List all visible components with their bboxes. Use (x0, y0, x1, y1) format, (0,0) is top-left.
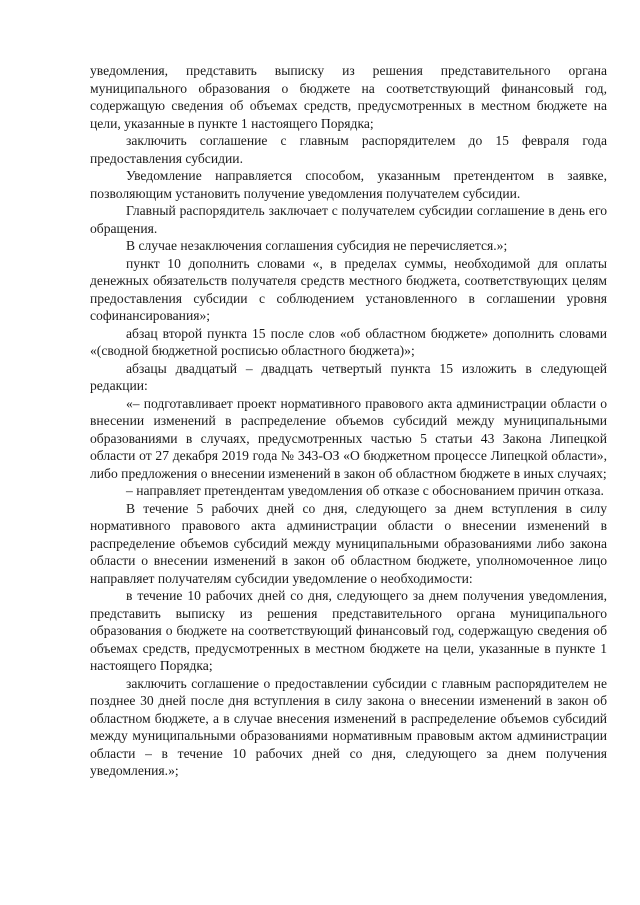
paragraph-2: заключить соглашение с главным распорядителем до 15 февраля года предоставления субсидии. (90, 133, 607, 166)
paragraph-3: Уведомление направляется способом, указанным претендентом в заявке, позволяющим установить получение уведомления получателем субсидии. (90, 168, 607, 201)
paragraph-4: Главный распорядитель заключает с получателем субсидии соглашение в день его обращения. (90, 203, 607, 236)
paragraph-6: пункт 10 дополнить словами «, в пределах суммы, необходимой для оплаты денежных обязательств получателя средств местного бюджета, соответствующих целям предоставления субсидии с соблюдением установленного в соглашении уровня софинансирования»; (90, 255, 607, 323)
paragraph-12: в течение 10 рабочих дней со дня, следующего за днем получения уведомления, представить выписку из решения представительного органа муниципального образования о бюджете на соответствующий финансовый год, содержащую сведения об объемах средств, предусмотренных в местном бюджете на цели, указанные в пункте 1 настоящего Порядка; (90, 588, 607, 673)
paragraph-5: В случае незаключения соглашения субсидия не перечисляется.»; (126, 238, 508, 253)
paragraph-11: В течение 5 рабочих дней со дня, следующего за днем вступления в силу нормативного правового акта администрации области о внесении изменений в распределение объемов субсидий между муниципальными образованиями либо закона области о внесении изменений в закон об областном бюджете, уполномоченное лицо направляет получателям субсидии уведомление о необходимости: (90, 500, 607, 586)
document-page (90, 62, 607, 780)
paragraph-8: абзацы двадцатый – двадцать четвертый пункта 15 изложить в следующей редакции: (90, 360, 607, 393)
paragraph-13: заключить соглашение о предоставлении субсидии с главным распорядителем не позднее 30 дней после дня вступления в силу закона о внесении изменений в закон об областном бюджете, а в случае внесения изменений в распределение объемов субсидий между муниципальными образованиями нормативным правовым актом администрации области – в течение 10 рабочих дней со дня, следующего за днем получения уведомления.»; (90, 675, 607, 778)
paragraph-10: – направляет претендентам уведомления об отказе с обоснованием причин отказа. (126, 483, 604, 498)
paragraph-9: «– подготавливает проект нормативного правового акта администрации области о внесении изменений в распределение объемов субсидий между муниципальными образованиями в случаях, предусмотренных частью 5 статьи 43 Закона Липецкой области от 27 декабря 2019 года № 343-ОЗ «О бюджетном процессе Липецкой области», либо предложения о внесении изменений в закон об областном бюджете в иных случаях; (90, 395, 607, 481)
paragraph-7: абзац второй пункта 15 после слов «об областном бюджете» дополнить словами «(сводной бюджетной росписью областного бюджета)»; (90, 325, 607, 358)
paragraph-1: уведомления, представить выписку из решения представительного органа муниципального образования о бюджете на соответствующий финансовый год, содержащую сведения об объемах средств, предусмотренных в местном бюджете на цели, указанные в пункте 1 настоящего Порядка; (90, 63, 607, 131)
